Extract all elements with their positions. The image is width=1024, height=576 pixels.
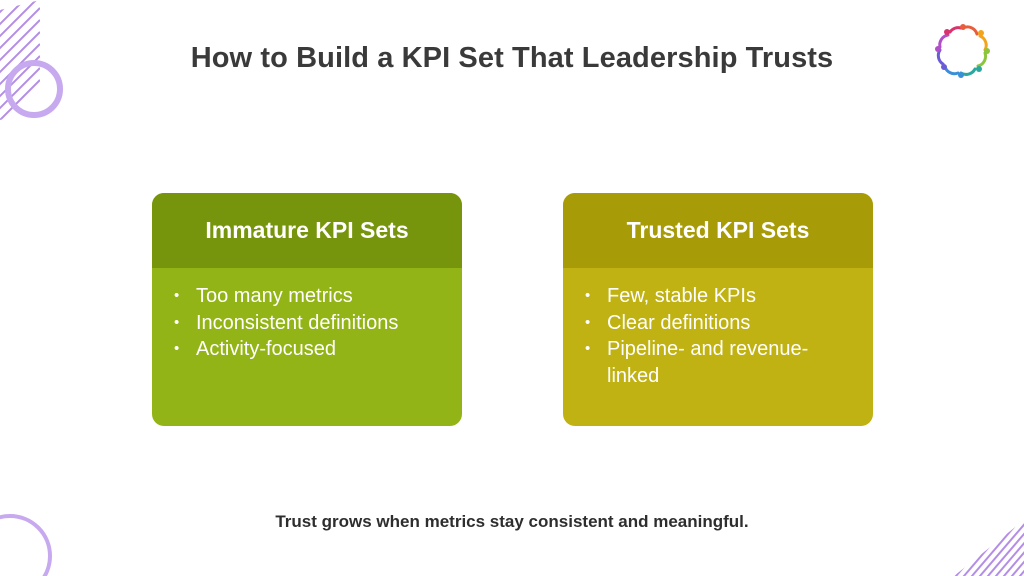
list-item: • Inconsistent definitions	[196, 310, 448, 337]
list-item: • Activity-focused	[196, 336, 448, 363]
page-title: How to Build a KPI Set That Leadership Trusts	[190, 42, 834, 74]
card-heading: Immature KPI Sets	[152, 193, 462, 268]
list-item: • Clear definitions	[607, 310, 859, 337]
card-list	[152, 268, 462, 363]
list-item: • Few, stable KPIs	[607, 283, 859, 310]
footer-caption: Trust grows when metrics stay consistent and meaningful.	[275, 512, 749, 531]
bottom-left-decoration	[0, 496, 60, 576]
card-list	[563, 268, 873, 389]
list-item: • Too many metrics	[196, 283, 448, 310]
card-heading: Trusted KPI Sets	[563, 193, 873, 268]
list-item: • Pipeline- and revenue-linked	[607, 336, 859, 389]
immature-kpi-card	[152, 193, 462, 426]
trusted-kpi-card	[563, 193, 873, 426]
